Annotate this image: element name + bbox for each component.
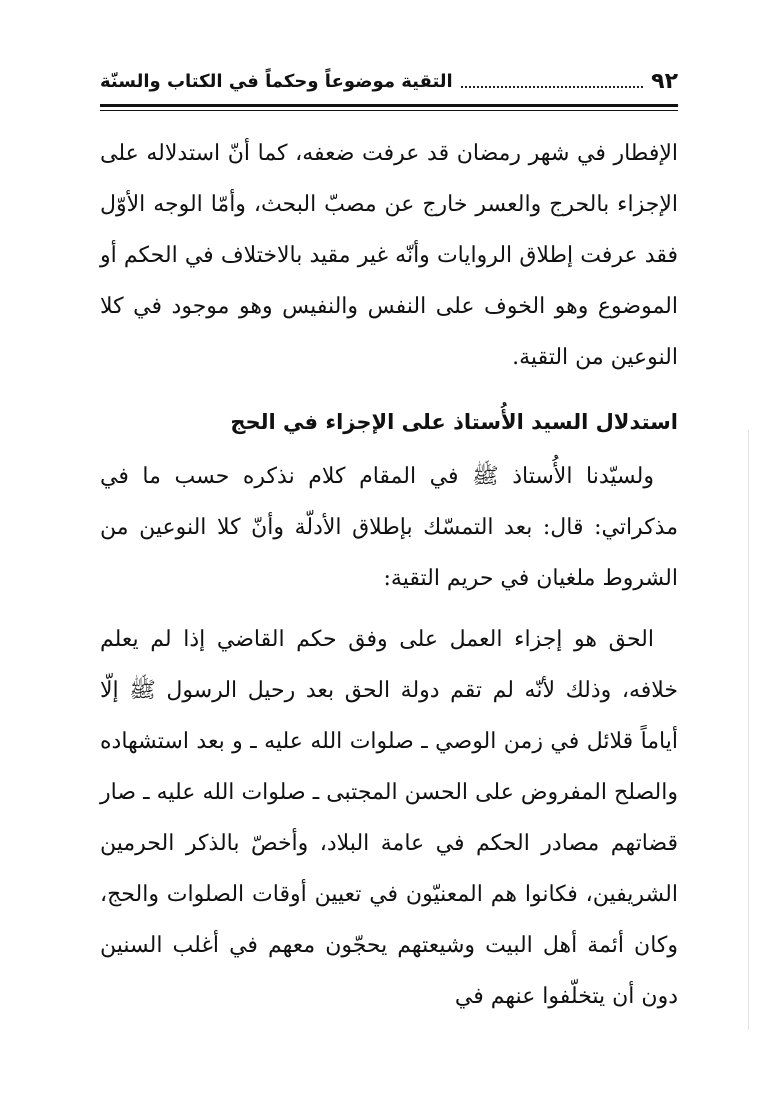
- page-header: [100, 56, 678, 96]
- scan-edge-line: [748, 430, 749, 1030]
- paragraph-2: ولسيّدنا الأُستاذ ﷺ في المقام كلام نذكره حسب ما في مذكراتي: قال: بعد التمسّك بإطلاق الأدلّة وأنّ كلا النوعين من الشروط ملغيان في حريم التقية:: [100, 464, 678, 591]
- running-title: التقية موضوعاً وحكماً في الكتاب والسنّة: [100, 71, 453, 92]
- header-dotted-leader: [461, 85, 643, 88]
- header-rule-thin: [100, 110, 678, 111]
- paragraph-1: الإفطار في شهر رمضان قد عرفت ضعفه، كما أنّ استدلاله على الإجزاء بالحرج والعسر خارج عن مصبّ البحث، وأمّا الوجه الأوّل فقد عرفت إطلاق الروايات وأنّه غير مقيد بالاختلاف في الحكم أو الموضوع وهو الخوف على النفس والنفيس وهو موجود في كلا النوعين من التقية.: [100, 141, 678, 370]
- header-rule-thick: [100, 104, 678, 107]
- page-body: [100, 128, 678, 1022]
- section-heading: استدلال السيد الأُستاذ على الإجزاء في الحج: [230, 410, 678, 434]
- paragraph-3: الحق هو إجزاء العمل على وفق حكم القاضي إذا لم يعلم خلافه، وذلك لأنّه لم تقم دولة الحق بعد رحيل الرسول ﷺ إلّا أياماً قلائل في زمن الوصي ـ صلوات الله عليه ـ و بعد استشهاده والصلح المفروض على الحسن المجتبى ـ صلوات الله عليه ـ صار قضاتهم مصادر الحكم في عامة البلاد، وأخصّ بالذكر الحرمين الشريفين، فكانوا هم المعنيّون في تعيين أوقات الصلوات والحج، وكان أئمة أهل البيت وشيعتهم يحجّون معهم في أغلب السنين دون أن يتخلّفوا عنهم في: [100, 627, 678, 1009]
- page-number: ٩٢: [651, 69, 678, 94]
